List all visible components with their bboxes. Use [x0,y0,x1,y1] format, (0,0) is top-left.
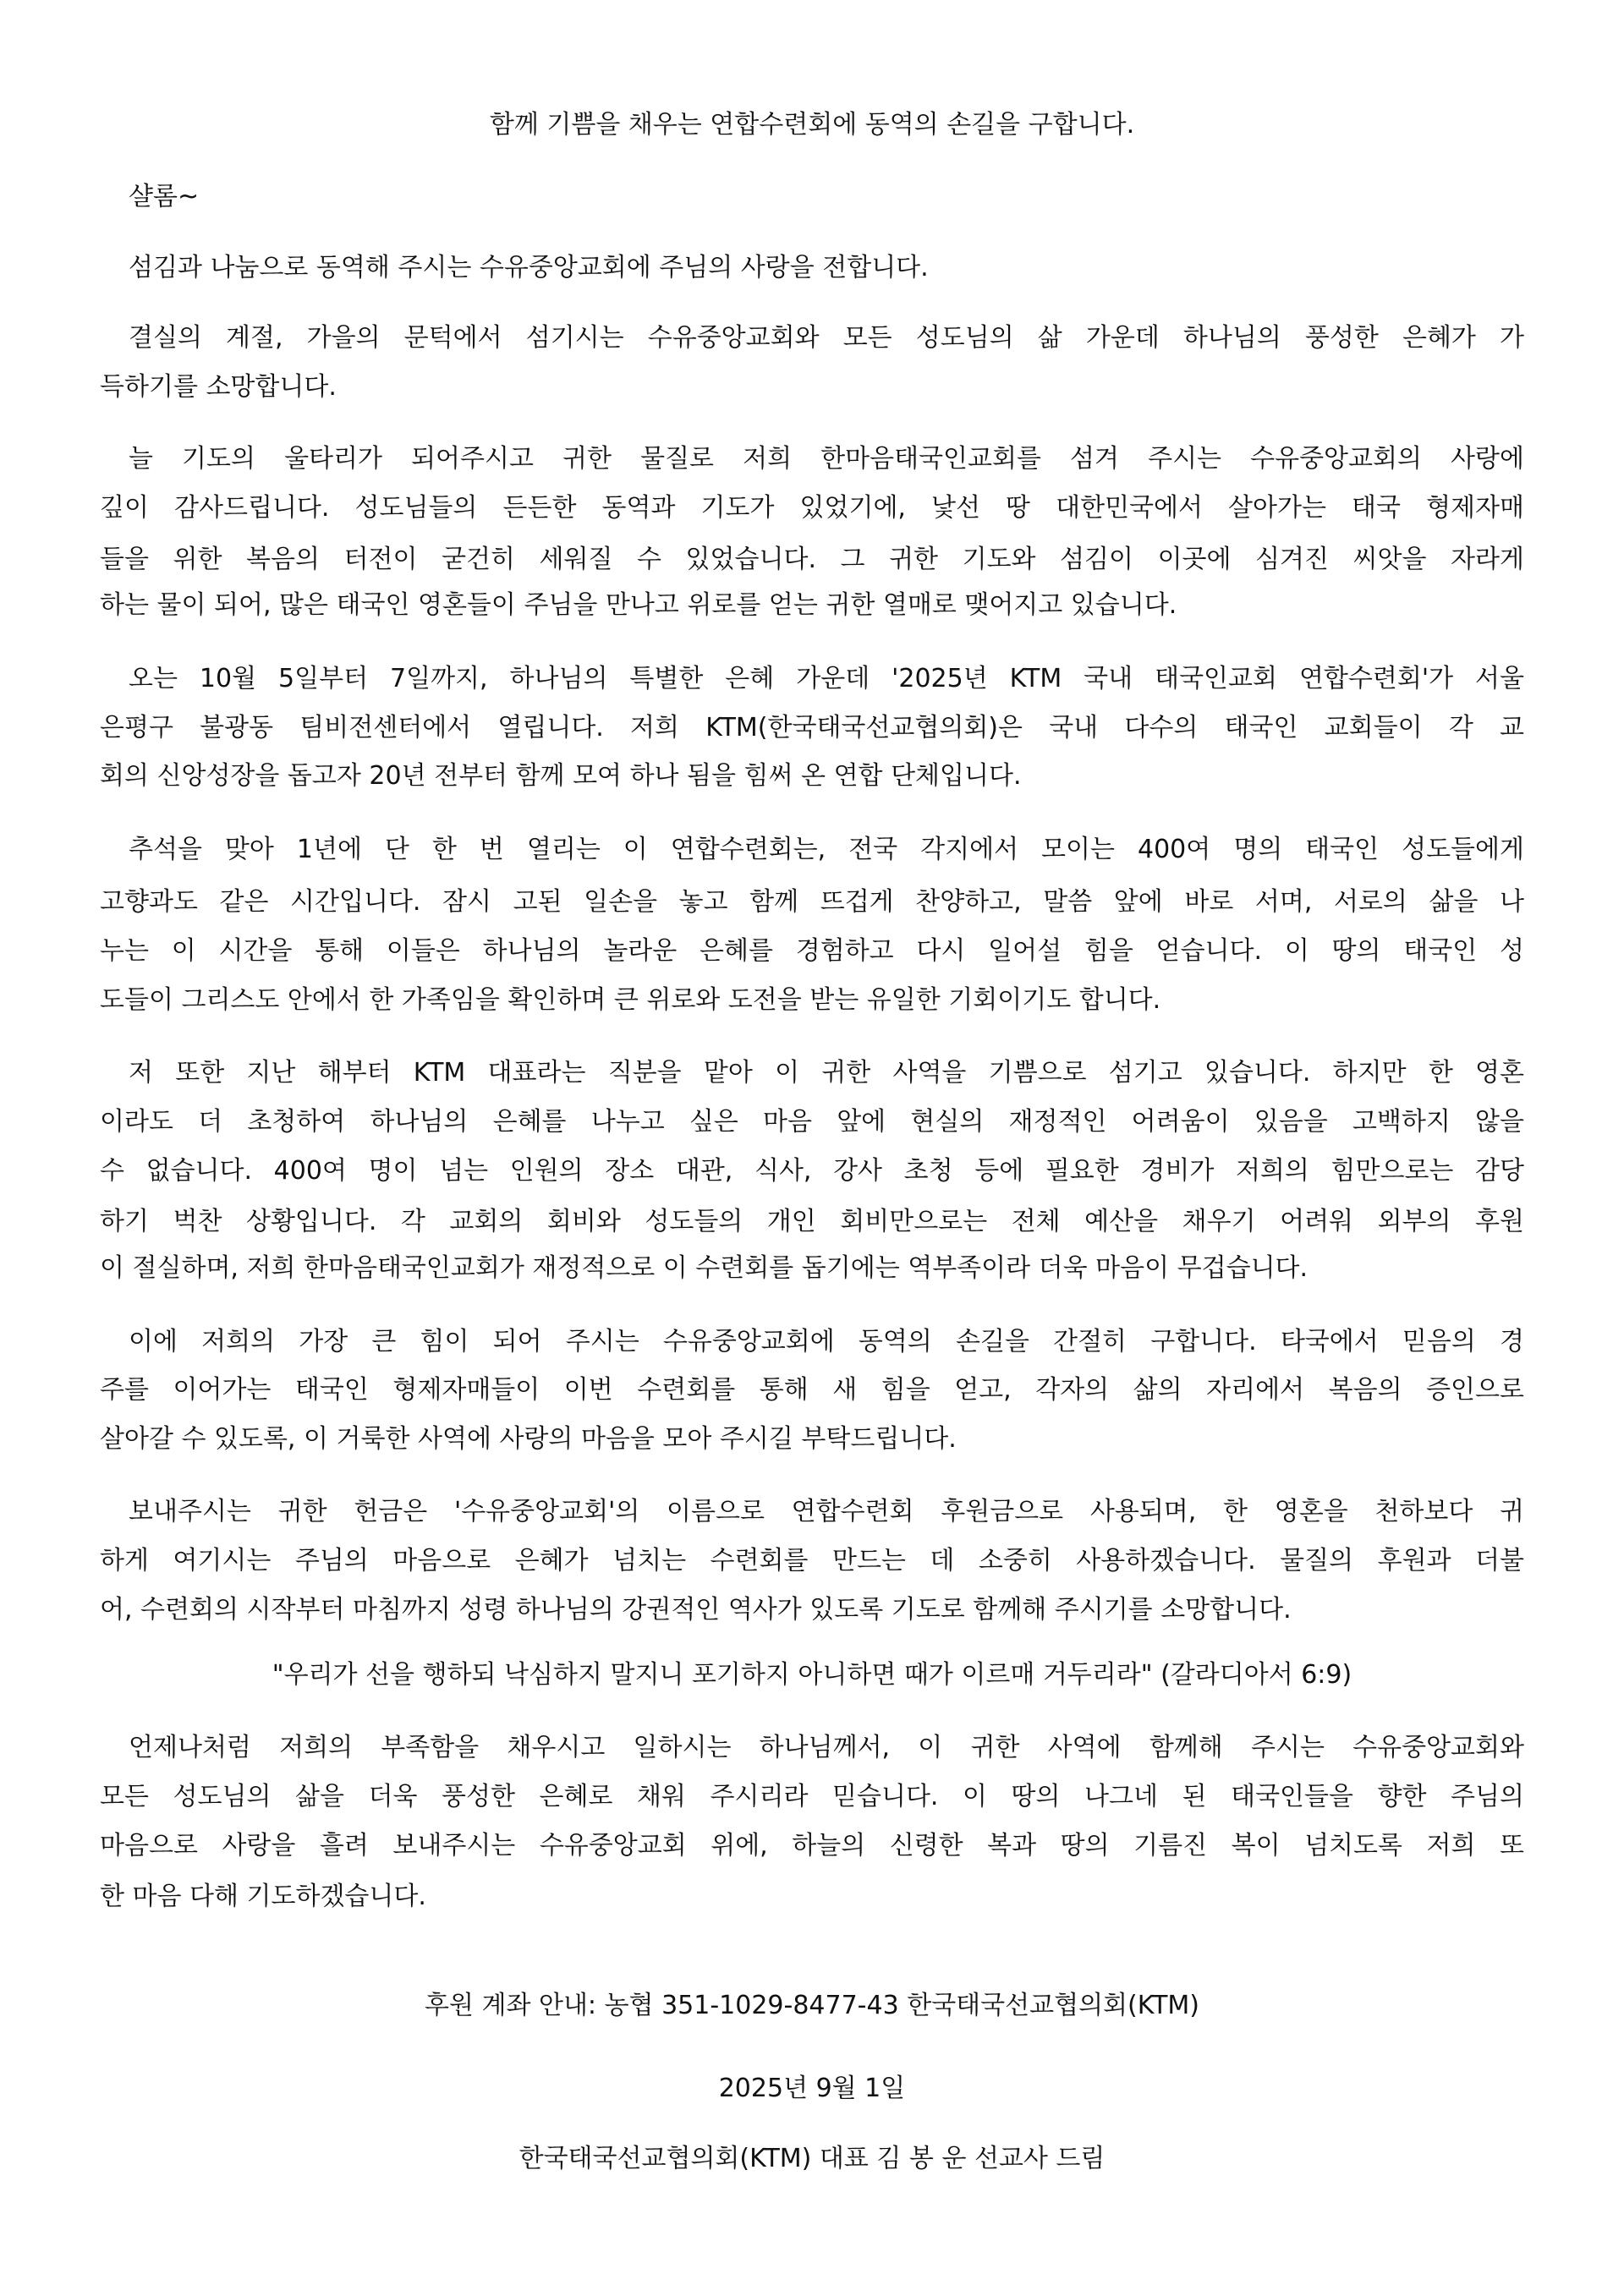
bible-verse-quote: "우리가 선을 행하되 낙심하지 말지니 포기하지 아니하면 때가 이르매 거두리라" (갈라디아서 6:9) [272,1660,1352,1690]
paragraph-line: 깊이 감사드립니다. 성도님들의 든든한 동역과 기도가 있었기에, 낯선 땅 대한민국에서 살아가는 태국 형제자매 [100,493,1524,523]
paragraph-line: 하게 여기시는 주님의 마음으로 은혜가 넘치는 수련회를 만드는 데 소중히 사용하겠습니다. 물질의 후원과 더불 [100,1546,1524,1575]
paragraph-line: 섬김과 나눔으로 동역해 주시는 수유중앙교회에 주님의 사랑을 전합니다. [129,253,929,282]
paragraph-line: 수 없습니다. 400여 명이 넘는 인원의 장소 대관, 식사, 강사 초청 등에 필요한 경비가 저희의 힘만으로는 감당 [100,1156,1524,1186]
paragraph-line: 회의 신앙성장을 돕고자 20년 전부터 함께 모여 하나 됨을 힘써 온 연합 단체입니다. [100,761,1022,791]
paragraph-line: 보내주시는 귀한 헌금은 '수유중앙교회'의 이름으로 연합수련회 후원금으로 사용되며, 한 영혼을 천하보다 귀 [129,1497,1524,1526]
paragraph-line: 고향과도 같은 시간입니다. 잠시 고된 일손을 놓고 함께 뜨겁게 찬양하고, 말씀 앞에 바로 서며, 서로의 삶을 나 [100,887,1524,917]
paragraph-line: 주를 이어가는 태국인 형제자매들이 이번 수련회를 통해 새 힘을 얻고, 각자의 삶의 자리에서 복음의 증인으로 [100,1375,1524,1405]
letter-date: 2025년 9월 1일 [718,2074,906,2103]
paragraph-line: 하는 물이 되어, 많은 태국인 영혼들이 주님을 만나고 위로를 얻는 귀한 열매로 맺어지고 있습니다. [100,590,1177,620]
paragraph-line: 도들이 그리스도 안에서 한 가족임을 확인하며 큰 위로와 도전을 받는 유일한 기회이기도 합니다. [100,985,1161,1015]
letter-title: 함께 기쁨을 채우는 연합수련회에 동역의 손길을 구합니다. [489,110,1135,140]
paragraph-line: 은평구 불광동 팀비전센터에서 열립니다. 저희 KTM(한국태국선교협의회)은 국내 다수의 태국인 교회들이 각 교 [100,713,1524,743]
paragraph-line: 한 마음 다해 기도하겠습니다. [100,1882,426,1911]
paragraph-line: 살아갈 수 있도록, 이 거룩한 사역에 사랑의 마음을 모아 주시길 부탁드립니다. [100,1424,957,1454]
paragraph-line: 하기 벅찬 상황입니다. 각 교회의 회비와 성도들의 개인 회비만으로는 전체 예산을 채우기 어려워 외부의 후원 [100,1207,1524,1236]
paragraph-line: 저 또한 지난 해부터 KTM 대표라는 직분을 맡아 이 귀한 사역을 기쁨으로 섬기고 있습니다. 하지만 한 영혼 [129,1058,1524,1088]
paragraph-line: 득하기를 소망합니다. [100,372,337,402]
donation-account-info: 후원 계좌 안내: 농협 351-1029-8477-43 한국태국선교협의회(KTM) [424,1991,1199,2020]
paragraph-line: 이라도 더 초청하여 하나님의 은혜를 나누고 싶은 마음 앞에 현실의 재정적인 어려움이 있음을 고백하지 않을 [100,1107,1524,1137]
paragraph-line: 추석을 맞아 1년에 단 한 번 열리는 이 연합수련회는, 전국 각지에서 모이는 400여 명의 태국인 성도들에게 [129,835,1524,864]
signature: 한국태국선교협의회(KTM) 대표 김 봉 운 선교사 드림 [518,2144,1106,2173]
paragraph-line: 언제나처럼 저희의 부족함을 채우시고 일하시는 하나님께서, 이 귀한 사역에 함께해 주시는 수유중앙교회와 [129,1733,1524,1762]
greeting: 샬롬~ [129,182,200,211]
paragraph-line: 결실의 계절, 가을의 문턱에서 섬기시는 수유중앙교회와 모든 성도님의 삶 가운데 하나님의 풍성한 은혜가 가 [129,323,1524,353]
paragraph-line: 어, 수련회의 시작부터 마침까지 성령 하나님의 강권적인 역사가 있도록 기도로 함께해 주시기를 소망합니다. [100,1595,1292,1625]
paragraph-line: 들을 위한 복음의 터전이 굳건히 세워질 수 있었습니다. 그 귀한 기도와 섬김이 이곳에 심겨진 씨앗을 자라게 [100,545,1524,574]
paragraph-line: 오는 10월 5일부터 7일까지, 하나님의 특별한 은혜 가운데 '2025년 KTM 국내 태국인교회 연합수련회'가 서울 [129,664,1524,693]
paragraph-line: 늘 기도의 울타리가 되어주시고 귀한 물질로 저희 한마음태국인교회를 섬겨 주시는 수유중앙교회의 사랑에 [129,444,1524,474]
paragraph-line: 누는 이 시간을 통해 이들은 하나님의 놀라운 은혜를 경험하고 다시 일어설 힘을 얻습니다. 이 땅의 태국인 성 [100,936,1524,966]
paragraph-line: 이 절실하며, 저희 한마음태국인교회가 재정적으로 이 수련회를 돕기에는 역부족이라 더욱 마음이 무겁습니다. [100,1253,1309,1283]
paragraph-line: 마음으로 사랑을 흘려 보내주시는 수유중앙교회 위에, 하늘의 신령한 복과 땅의 기름진 복이 넘치도록 저희 또 [100,1831,1524,1860]
paragraph-line: 이에 저희의 가장 큰 힘이 되어 주시는 수유중앙교회에 동역의 손길을 간절히 구합니다. 타국에서 믿음의 경 [129,1327,1524,1356]
paragraph-line: 모든 성도님의 삶을 더욱 풍성한 은혜로 채워 주시리라 믿습니다. 이 땅의 나그네 된 태국인들을 향한 주님의 [100,1782,1524,1811]
